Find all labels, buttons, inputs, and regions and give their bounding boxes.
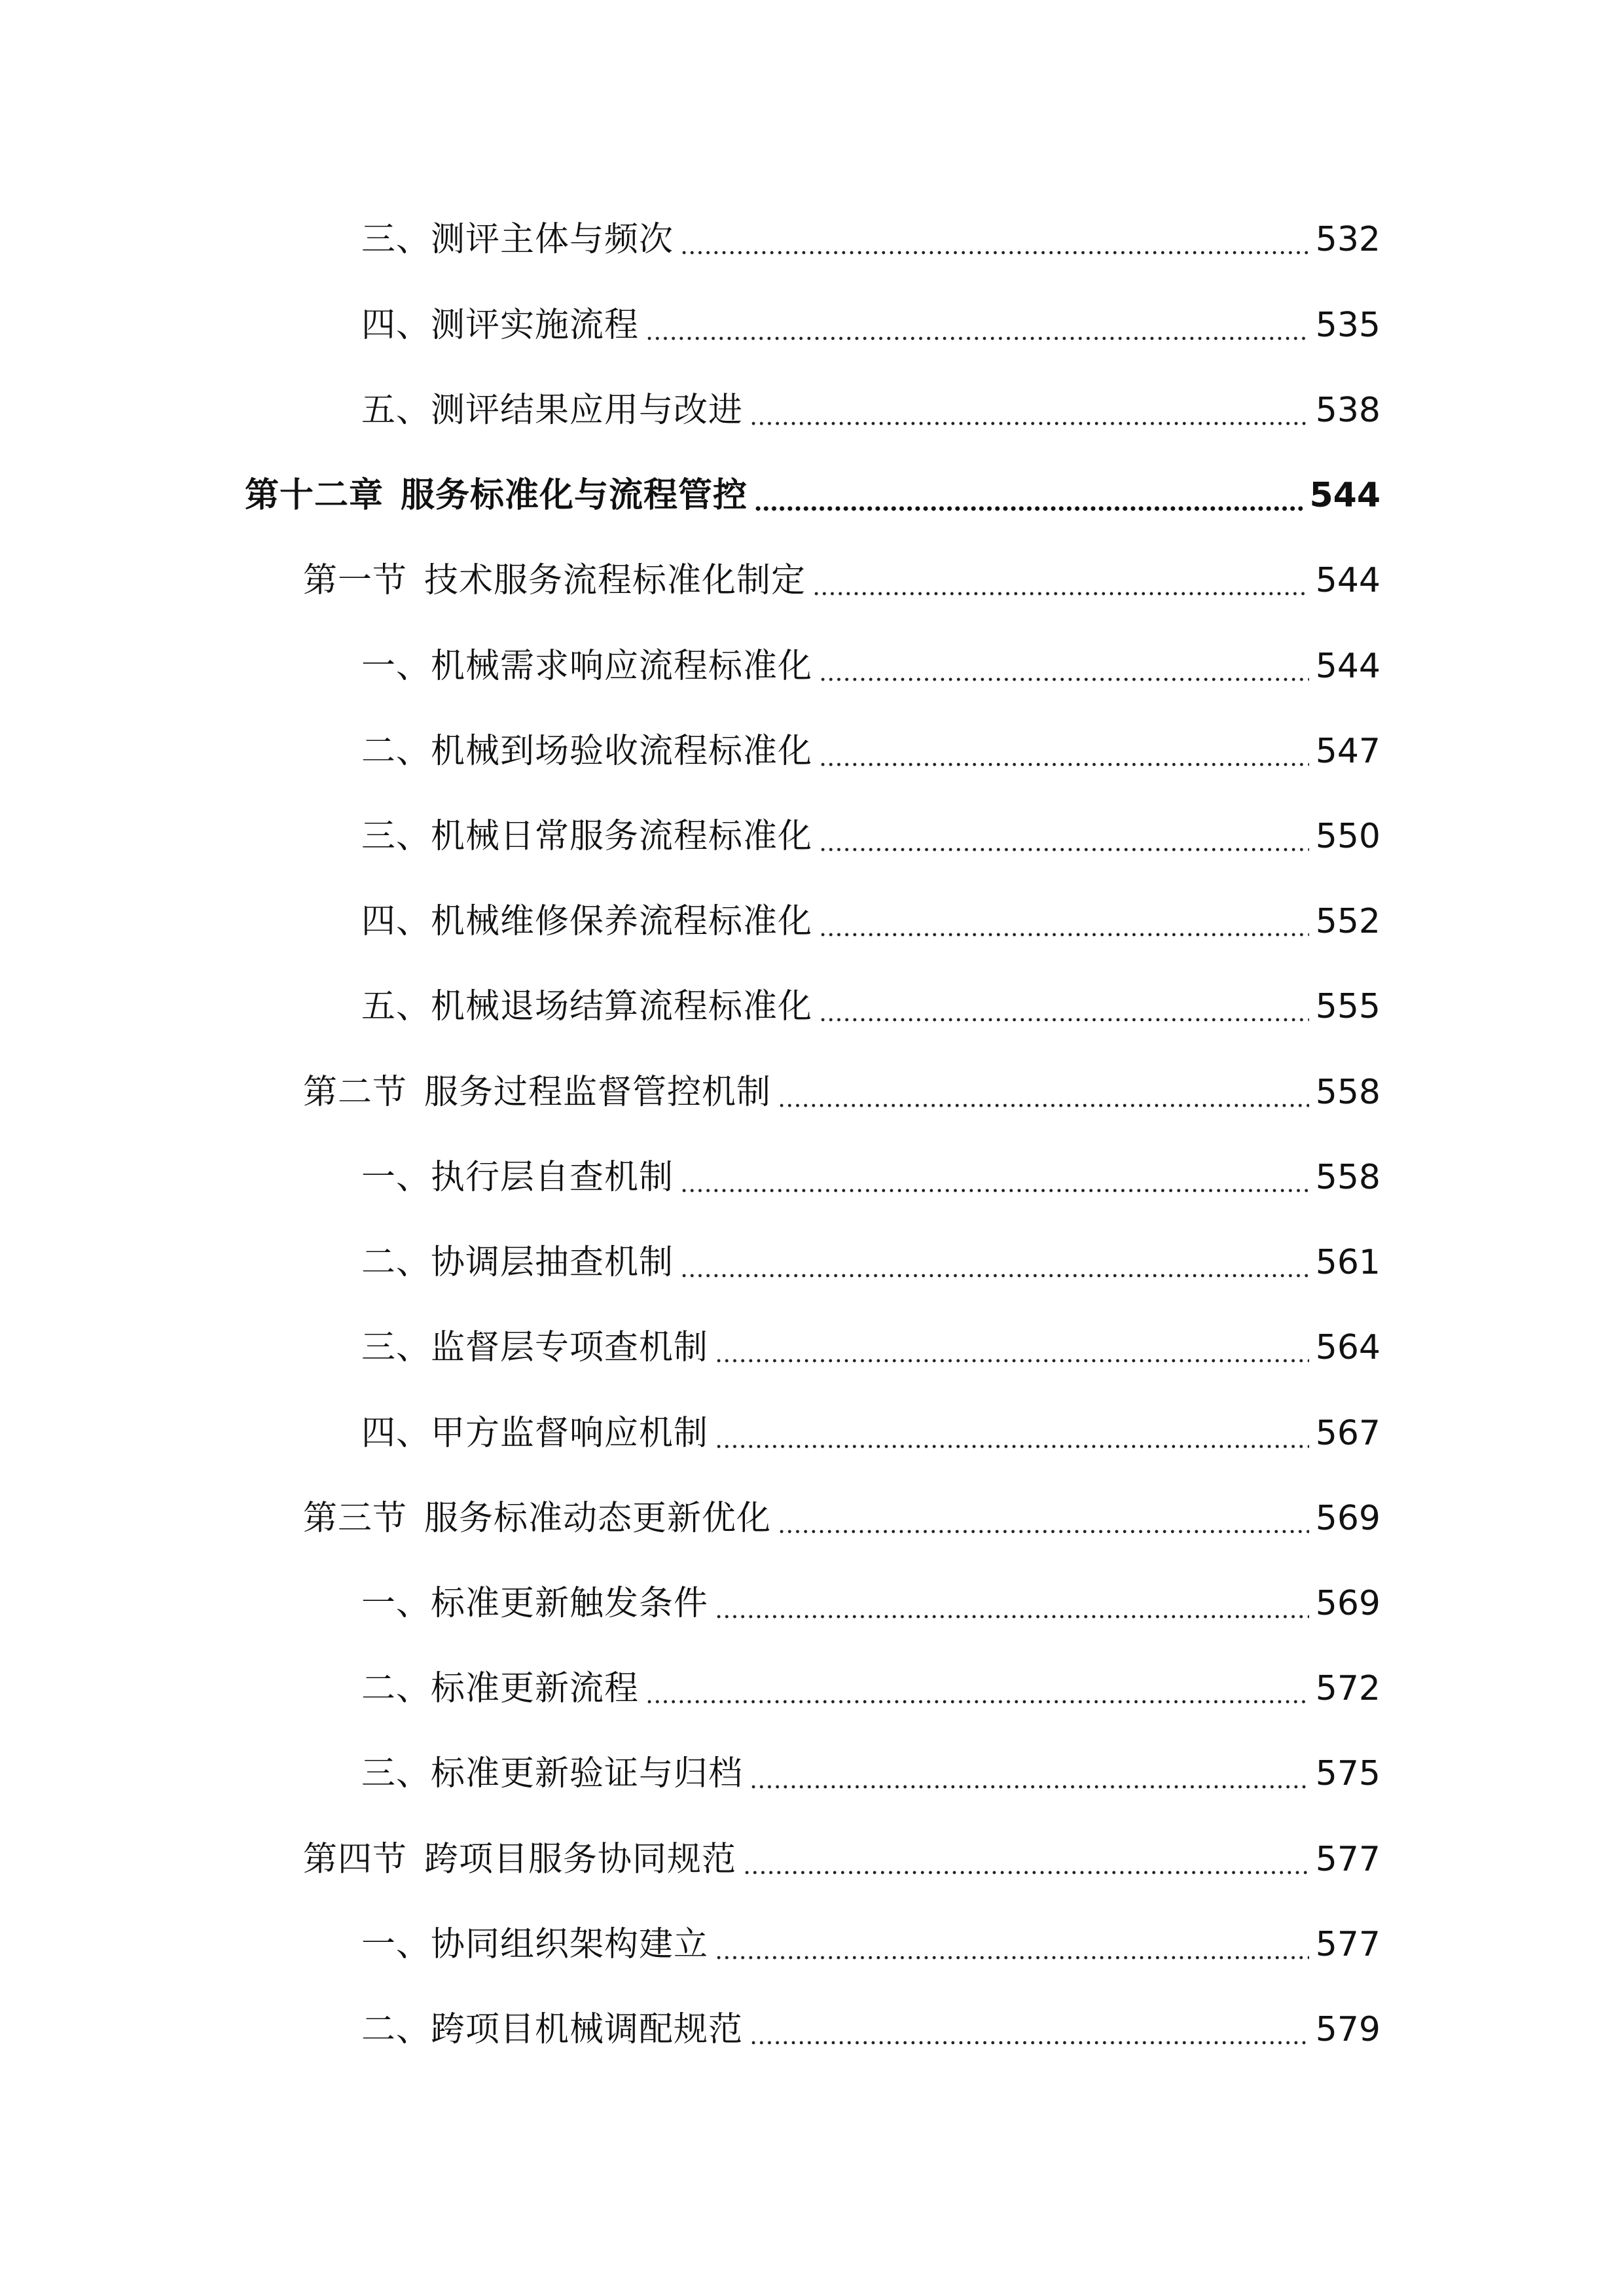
toc-entry[interactable] — [361, 1918, 1380, 1971]
toc-entry-title: 服务过程监督管控机制 — [424, 1073, 772, 1112]
toc-page-number: 535 — [1315, 306, 1380, 345]
toc-entry-title: 三、测评主体与频次 — [361, 220, 674, 259]
toc-page-number: 544 — [1309, 476, 1380, 515]
toc-entry-title: 二、标准更新流程 — [361, 1669, 640, 1708]
toc-page-number: 569 — [1315, 1499, 1380, 1538]
toc-entry[interactable] — [361, 1748, 1380, 1800]
toc-dot-leader — [819, 762, 1309, 767]
toc-dot-leader — [680, 1188, 1309, 1193]
toc-page-number: 577 — [1315, 1840, 1380, 1879]
toc-page-number: 544 — [1315, 647, 1380, 686]
toc-page-number: 558 — [1315, 1073, 1380, 1112]
toc-entry[interactable] — [361, 1151, 1380, 1204]
toc-entry-title: 四、机械维修保养流程标准化 — [361, 902, 813, 941]
toc-entry[interactable] — [361, 2003, 1380, 2056]
toc-section-label: 第四节 — [303, 1840, 408, 1879]
toc-dot-leader — [812, 591, 1309, 596]
toc-entry[interactable] — [361, 640, 1380, 692]
toc-dot-leader — [778, 1529, 1309, 1534]
toc-dot-leader — [645, 1699, 1309, 1704]
toc-entry-title: 一、执行层自查机制 — [361, 1158, 674, 1197]
toc-dot-leader — [715, 1614, 1309, 1619]
toc-dot-leader — [715, 1444, 1309, 1449]
toc-dot-leader — [743, 1870, 1309, 1875]
toc-entry[interactable] — [361, 1236, 1380, 1289]
toc-chapter-entry[interactable] — [245, 469, 1380, 522]
toc-dot-leader — [754, 506, 1303, 511]
toc-section-entry[interactable] — [303, 554, 1380, 607]
toc-page-number: 577 — [1315, 1925, 1380, 1964]
toc-dot-leader — [819, 847, 1309, 852]
toc-dot-leader — [680, 1273, 1309, 1278]
toc-entry-title: 一、协同组织架构建立 — [361, 1925, 709, 1964]
toc-page-number: 544 — [1315, 561, 1380, 600]
toc-entry-title: 四、测评实施流程 — [361, 306, 640, 345]
toc-section-label: 第二节 — [303, 1073, 408, 1112]
toc-entry-title: 三、机械日常服务流程标准化 — [361, 817, 813, 856]
toc-dot-leader — [749, 1784, 1309, 1789]
toc-page-number: 532 — [1315, 220, 1380, 259]
toc-entry-title: 二、协调层抽查机制 — [361, 1243, 674, 1282]
toc-page-number: 575 — [1315, 1754, 1380, 1793]
toc-page-number: 561 — [1315, 1243, 1380, 1282]
toc-page-number: 567 — [1315, 1414, 1380, 1453]
toc-dot-leader — [819, 1017, 1309, 1022]
toc-page-number: 552 — [1315, 902, 1380, 941]
toc-dot-leader — [749, 2040, 1309, 2045]
toc-entry-title: 二、机械到场验收流程标准化 — [361, 732, 813, 771]
toc-entry[interactable] — [361, 980, 1380, 1033]
toc-entry-title: 二、跨项目机械调配规范 — [361, 2010, 744, 2049]
toc-entry-title: 技术服务流程标准化制定 — [424, 561, 806, 600]
toc-section-entry[interactable] — [303, 1066, 1380, 1119]
toc-page-number: 550 — [1315, 817, 1380, 856]
toc-dot-leader — [778, 1103, 1309, 1108]
toc-entry-title: 跨项目服务协同规范 — [424, 1840, 737, 1879]
toc-page-number: 579 — [1315, 2010, 1380, 2049]
toc-section-entry[interactable] — [303, 1833, 1380, 1886]
toc-page-number: 538 — [1315, 391, 1380, 430]
toc-dot-leader — [819, 932, 1309, 937]
toc-entry[interactable] — [361, 1321, 1380, 1374]
toc-page-number: 572 — [1315, 1669, 1380, 1708]
toc-section-entry[interactable] — [303, 1492, 1380, 1545]
toc-entry[interactable] — [361, 213, 1380, 266]
toc-dot-leader — [715, 1358, 1309, 1363]
toc-entry[interactable] — [361, 1662, 1380, 1715]
toc-entry[interactable] — [361, 895, 1380, 948]
toc-page-number: 547 — [1315, 732, 1380, 771]
toc-entry[interactable] — [361, 299, 1380, 351]
toc-section-label: 第三节 — [303, 1499, 408, 1538]
toc-entry[interactable] — [361, 1577, 1380, 1630]
toc-page-number: 564 — [1315, 1328, 1380, 1367]
toc-entry-title: 三、标准更新验证与归档 — [361, 1754, 744, 1793]
toc-dot-leader — [819, 677, 1309, 682]
toc-entry-title: 五、测评结果应用与改进 — [361, 391, 744, 430]
toc-dot-leader — [645, 336, 1309, 341]
toc-entry-title: 四、甲方监督响应机制 — [361, 1414, 709, 1453]
toc-entry[interactable] — [361, 384, 1380, 437]
toc-dot-leader — [749, 421, 1309, 426]
toc-entry-title: 三、监督层专项查机制 — [361, 1328, 709, 1367]
toc-page-number: 555 — [1315, 987, 1380, 1026]
toc-entry-title: 服务标准化与流程管控 — [401, 476, 748, 515]
toc-entry-title: 一、标准更新触发条件 — [361, 1584, 709, 1623]
toc-page-number: 558 — [1315, 1158, 1380, 1197]
toc-entry[interactable] — [361, 725, 1380, 778]
toc-entry[interactable] — [361, 810, 1380, 863]
toc-dot-leader — [680, 250, 1309, 255]
toc-dot-leader — [715, 1955, 1309, 1960]
toc-chapter-label: 第十二章 — [245, 476, 384, 515]
toc-section-label: 第一节 — [303, 561, 408, 600]
toc-entry-title: 一、机械需求响应流程标准化 — [361, 647, 813, 686]
toc-entry-title: 五、机械退场结算流程标准化 — [361, 987, 813, 1026]
toc-entry[interactable] — [361, 1407, 1380, 1460]
toc-page-number: 569 — [1315, 1584, 1380, 1623]
toc-entry-title: 服务标准动态更新优化 — [424, 1499, 772, 1538]
